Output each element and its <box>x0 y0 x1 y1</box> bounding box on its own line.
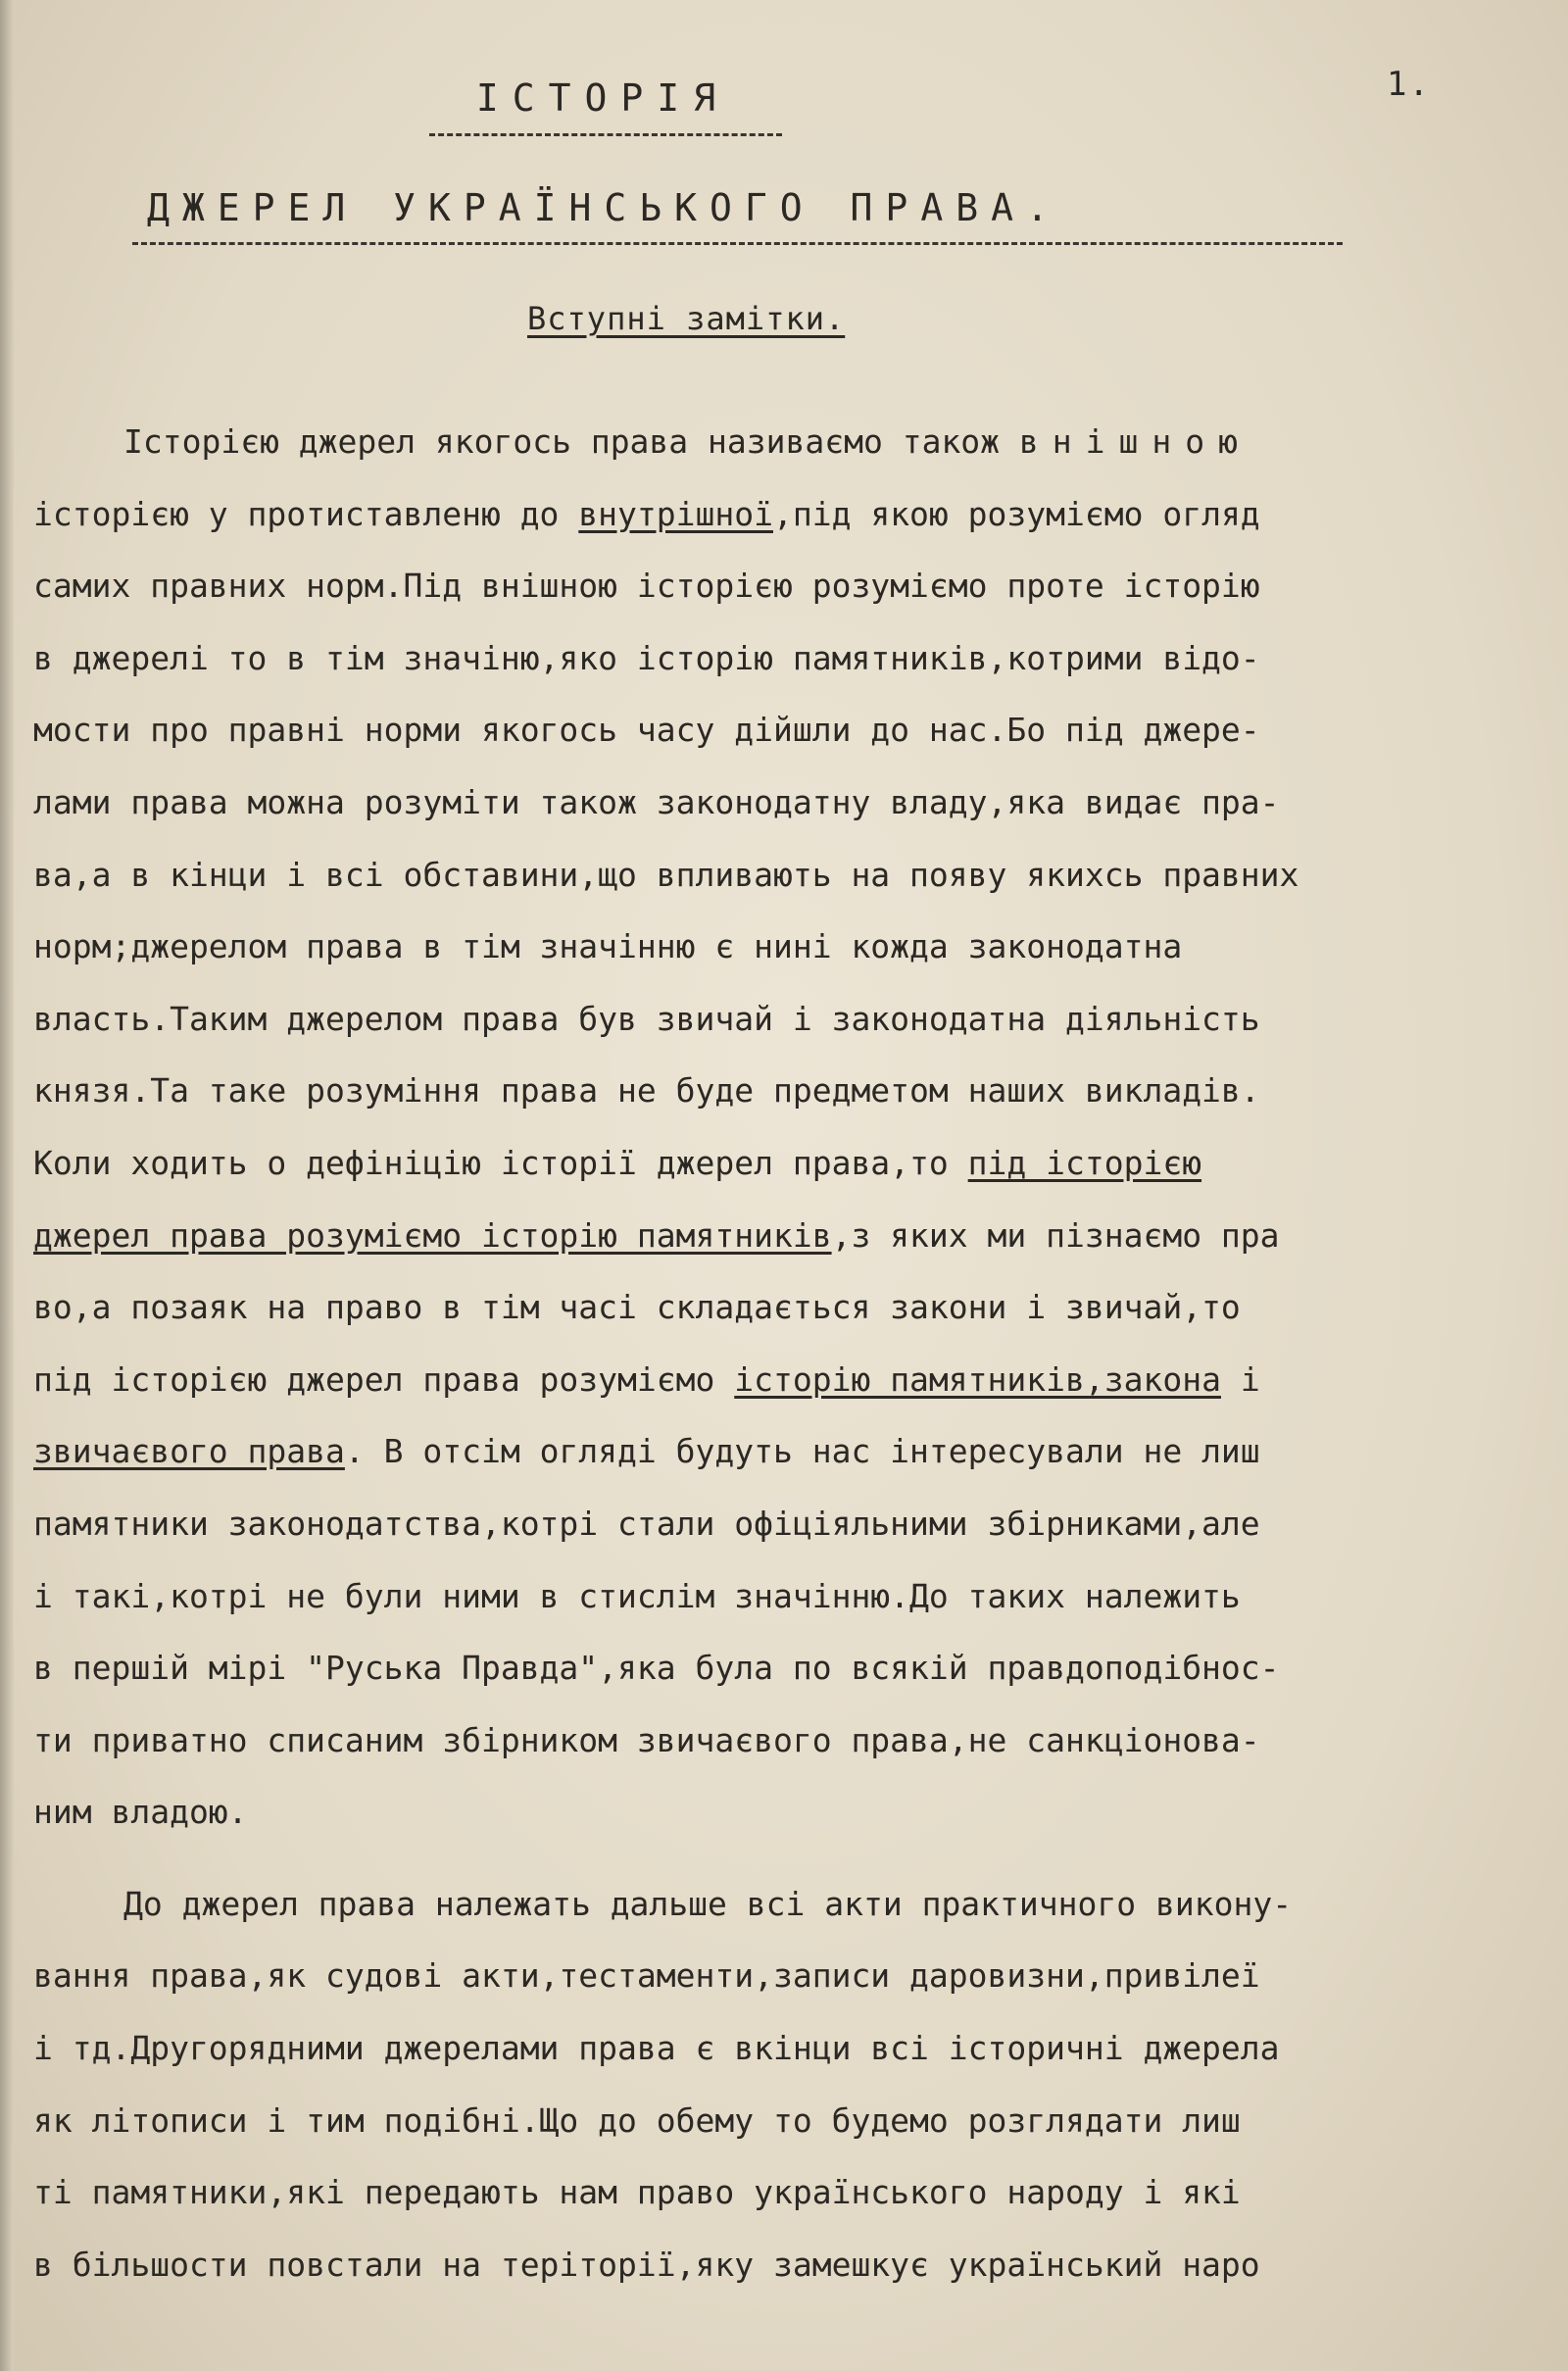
text-line: в більшости повстали на теріторії,яку замешкує український наро <box>33 2245 1260 2284</box>
text-line: як літописи і тим подібні.Що до обему то будемо розглядати лиш <box>33 2100 1241 2140</box>
underlined-text: історію памятників,закона <box>734 1359 1221 1399</box>
text-line <box>33 406 1523 478</box>
text-line <box>33 1415 1523 1488</box>
underlined-text: внутрішної <box>578 494 773 533</box>
text-line: і такі,котрі не були ними в стислім значінню.До таких належить <box>33 1576 1241 1615</box>
text-line: в першій мірі "Руська Правда",яка була по всякій правдоподібнос- <box>33 1649 1280 1688</box>
text-line: лами права можна розуміти також законодатну владу,яка видає пра- <box>33 782 1280 821</box>
text-line: і тд.Другорядними джерелами права є вкінци всі історичні джерела <box>33 2029 1280 2068</box>
text-line: власть.Таким джерелом права був звичай і законодатна діяльність <box>33 999 1260 1038</box>
title-line-1: ІСТОРІЯ <box>475 76 730 120</box>
text-line <box>33 478 1523 551</box>
text-line: ти приватно списаним збірником звичаєвого права,не санкціонова- <box>33 1720 1260 1759</box>
text-span: ,під якою розуміємо огляд <box>772 494 1260 533</box>
underlined-text: джерел права розуміємо історію памятників <box>33 1215 832 1255</box>
text-line: ва,а в кінци і всі обставини,що впливають на появу якихсь правних <box>33 855 1299 894</box>
title-underline-2 <box>132 242 1343 245</box>
text-line: До джерел права належать дальше всі акти практичного викону- <box>123 1884 1293 1923</box>
text-line: памятники законодатства,котрі стали офіціяльними збірниками,але <box>33 1504 1260 1543</box>
page-edge-shadow <box>0 0 14 2371</box>
text-span: . В отсім огляді будуть нас інтересували не лиш <box>344 1432 1260 1471</box>
text-line: норм;джерелом права в тім значінню є нині кожда законодатна <box>33 927 1183 966</box>
title-line-2: ДЖЕРЕЛ УКРАЇНСЬКОГО ПРАВА. <box>147 186 1061 229</box>
text-line: самих правних норм.Під внішною історією розуміємо проте історію <box>33 567 1260 606</box>
text-line: князя.Та таке розуміння права не буде предметом наших викладів. <box>33 1071 1260 1111</box>
text-line: в джерелі то в тім значіню,яко історію памятників,котрими відо- <box>33 638 1260 677</box>
text-line: вання права,як судові акти,тестаменти,записи даровизни,привілеї <box>33 1956 1260 1996</box>
text-span: Історією джерел якогось права називаємо також <box>123 422 1019 461</box>
section-subtitle: Вступні замітки. <box>527 300 846 337</box>
text-span: ,з яких ми пізнаємо пра <box>831 1215 1280 1255</box>
text-span: історією у протиставленю до <box>33 494 579 533</box>
text-line: ним владою. <box>33 1793 248 1832</box>
text-line: ті памятники,які передають нам право українського народу і які <box>33 2173 1241 2212</box>
text-span: під історією джерел права розуміємо <box>33 1359 735 1399</box>
text-line <box>33 1127 1523 1200</box>
underlined-text: звичаєвого права <box>33 1432 345 1471</box>
text-line <box>33 1344 1523 1416</box>
underlined-text: під історією <box>967 1143 1202 1182</box>
page-number: 1. <box>1387 65 1431 104</box>
text-span: і <box>1220 1359 1260 1399</box>
text-line: мости про правні норми якогось часу дійшли до нас.Бо під джере- <box>33 711 1260 750</box>
emphasized-word: внішною <box>1018 422 1251 461</box>
text-line <box>33 1200 1523 1272</box>
title-underline-1 <box>429 133 782 136</box>
body-text <box>33 406 1523 2300</box>
text-span: Коли ходить о дефініцію історії джерел права,то <box>33 1143 968 1182</box>
text-line: во,а позаяк на право в тім часі складається закони і звичай,то <box>33 1288 1241 1327</box>
